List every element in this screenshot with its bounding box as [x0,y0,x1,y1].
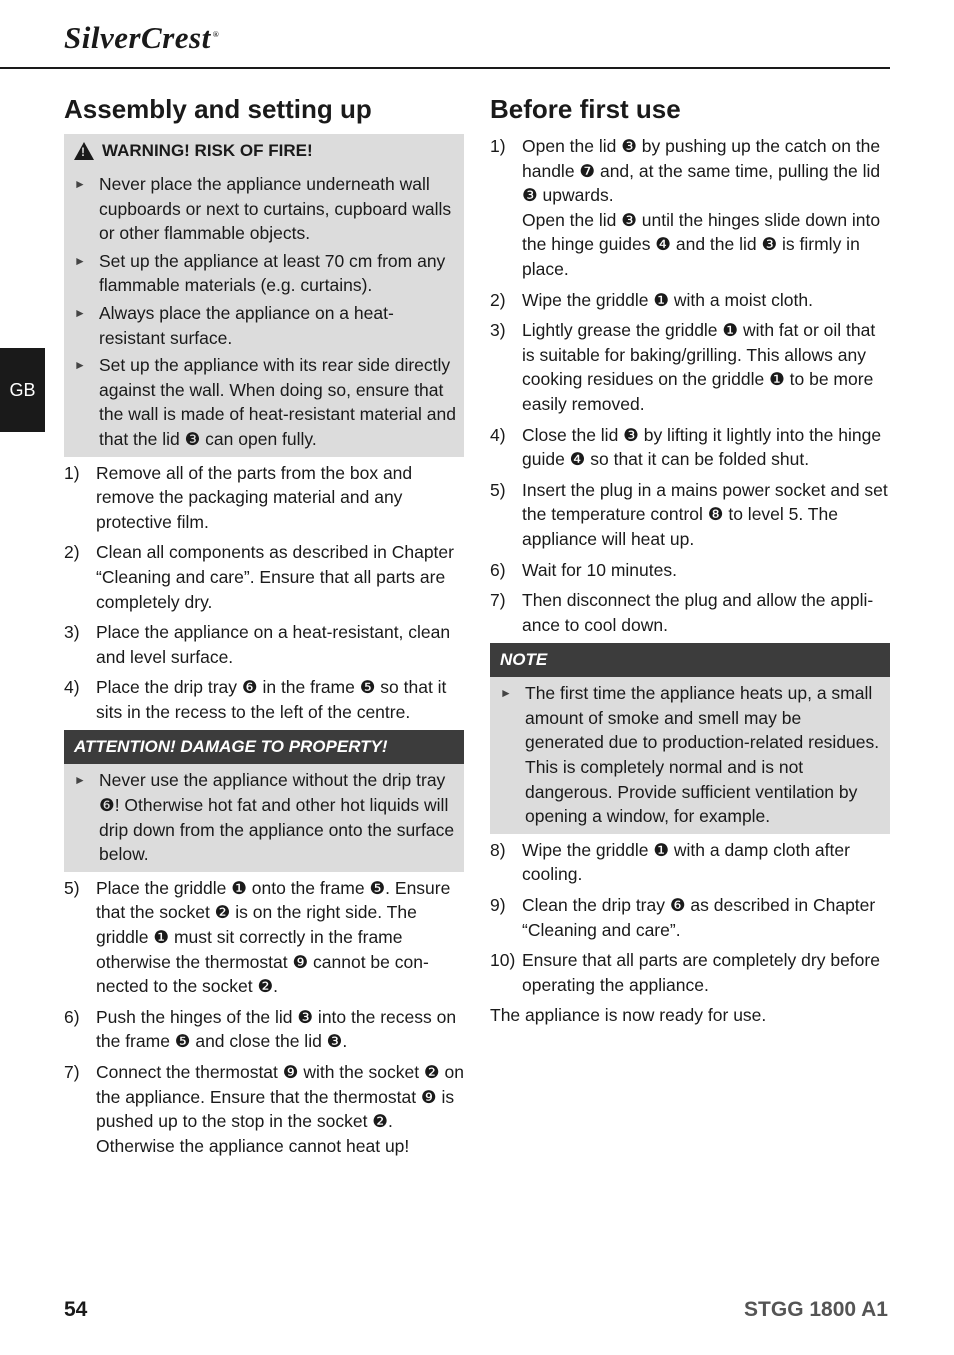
step-item: 2) Clean all components as described in Chapter “Cleaning and care”. Ensure that all parts are completely dry. [64,542,454,612]
warning-triangle-icon [74,142,94,160]
fire-warning-box [64,134,464,457]
step-item: 10) Ensure that all parts are completely dry before operating the appliance. [490,950,880,995]
step-item: 1) Open the lid ❸ by pushing up the catch on the handle ❼ and, at the same time, pulling the lid ❸ upwards. Open the lid ❸ until the hinges slide down into the hinge guides ❹ and the lid ❸ is firmly in place. [490,136,881,279]
step-item: 7) Connect the thermostat ❾ with the socket ❷ on the appliance. Ensure that the thermostat ❾ is pushed up to the stop in the socket ❷. Otherwise the appliance cannot heat up! [64,1062,464,1156]
attention-item: ► Never use the appliance without the drip tray ❻! Otherwise hot fat and other hot liquids will drip down from the appliance onto the surface below. [74,768,456,866]
step-item: 6) Wait for 10 minutes. [490,559,677,580]
fire-warning-title: WARNING! RISK OF FIRE! [102,141,313,160]
warning-item: ► Never place the appliance underneath wall cupboards or next to curtains, cupboard walls or other flammable objects. [74,172,456,246]
note-title: NOTE [500,650,548,670]
fire-warning-list [64,168,464,457]
fire-warning-header [64,134,464,168]
note-list [490,677,890,834]
step-item: 4) Close the lid ❸ by lifting it lightly into the hinge guide ❹ so that it can be folded shut. [490,424,882,470]
warning-item: ► Set up the appliance with its rear side directly against the wall. When doing so, ensure that the wall is made of heat-resistant material and that the lid ❸ can open fully. [74,353,456,451]
step-item: 5) Insert the plug in a mains power socket and set the temperature control ❽ to level 5. The appliance will heat up. [490,479,888,549]
closing-text: The appliance is now ready for use. [490,1005,767,1026]
brand-logo: SilverCrest ® [64,20,220,55]
step-item: 5) Place the griddle ❶ onto the frame ❺. Ensure that the socket ❷ is on the right side. The griddle ❶ must sit correctly in the frame otherwise the thermostat ❾ cannot be connected to the socket ❷. [64,877,451,997]
note-box [490,643,890,834]
model-number: STGG 1800 A1 [744,1298,888,1321]
note-header [490,643,890,677]
step-item: 3) Lightly grease the griddle ❶ with fat or oil that is suitable for baking/grilling. This allows any cooking residues on the griddle ❶ to be more easily removed. [490,320,876,414]
header-rule [0,67,890,69]
first-use-steps-2 [490,838,890,998]
note-item: ► The first time the appliance heats up, a small amount of smoke and smell may be generated due to production-related residues. This is completely normal and is not dangerous. Provide sufficient ventilation by opening a window, for example. [500,681,882,829]
attention-header [64,730,464,764]
right-column [490,92,890,1028]
step-item: 4) Place the drip tray ❻ in the frame ❺ so that it sits in the recess to the left of the centre. [64,677,447,722]
warning-item: ► Always place the appliance on a heat-resistant surface. [74,301,456,350]
step-item: 8) Wipe the griddle ❶ with a damp cloth after cooling. [490,839,850,885]
attention-list [64,764,464,871]
step-item: 3) Place the appliance on a heat-resistant, clean and level surface. [64,622,451,667]
section-title-first-use: Before first use [490,94,681,124]
step-item: 6) Push the hinges of the lid ❸ into the recess on the frame ❺ and close the lid ❸. [64,1006,457,1052]
section-title-assembly: Assembly and setting up [64,94,372,124]
left-column [64,92,464,1164]
warning-item: ► Set up the appliance at least 70 cm from any flammable materials (e.g. curtains). [74,249,456,298]
assembly-steps-1 [64,461,464,725]
step-item: 7) Then disconnect the plug and allow the appliance to cool down. [490,590,874,635]
page-number: 54 [64,1298,88,1321]
language-tab: GB [0,348,45,432]
first-use-steps-1 [490,134,890,637]
step-item: 2) Wipe the griddle ❶ with a moist cloth. [490,289,813,310]
attention-box [64,730,464,871]
assembly-steps-2 [64,876,464,1159]
step-item: 9) Clean the drip tray ❻ as described in Chapter “Cleaning and care”. [490,895,876,940]
attention-title: ATTENTION! DAMAGE TO PROPERTY! [74,737,388,757]
step-item: 1) Remove all of the parts from the box and remove the packaging material and any protective film. [64,462,413,532]
